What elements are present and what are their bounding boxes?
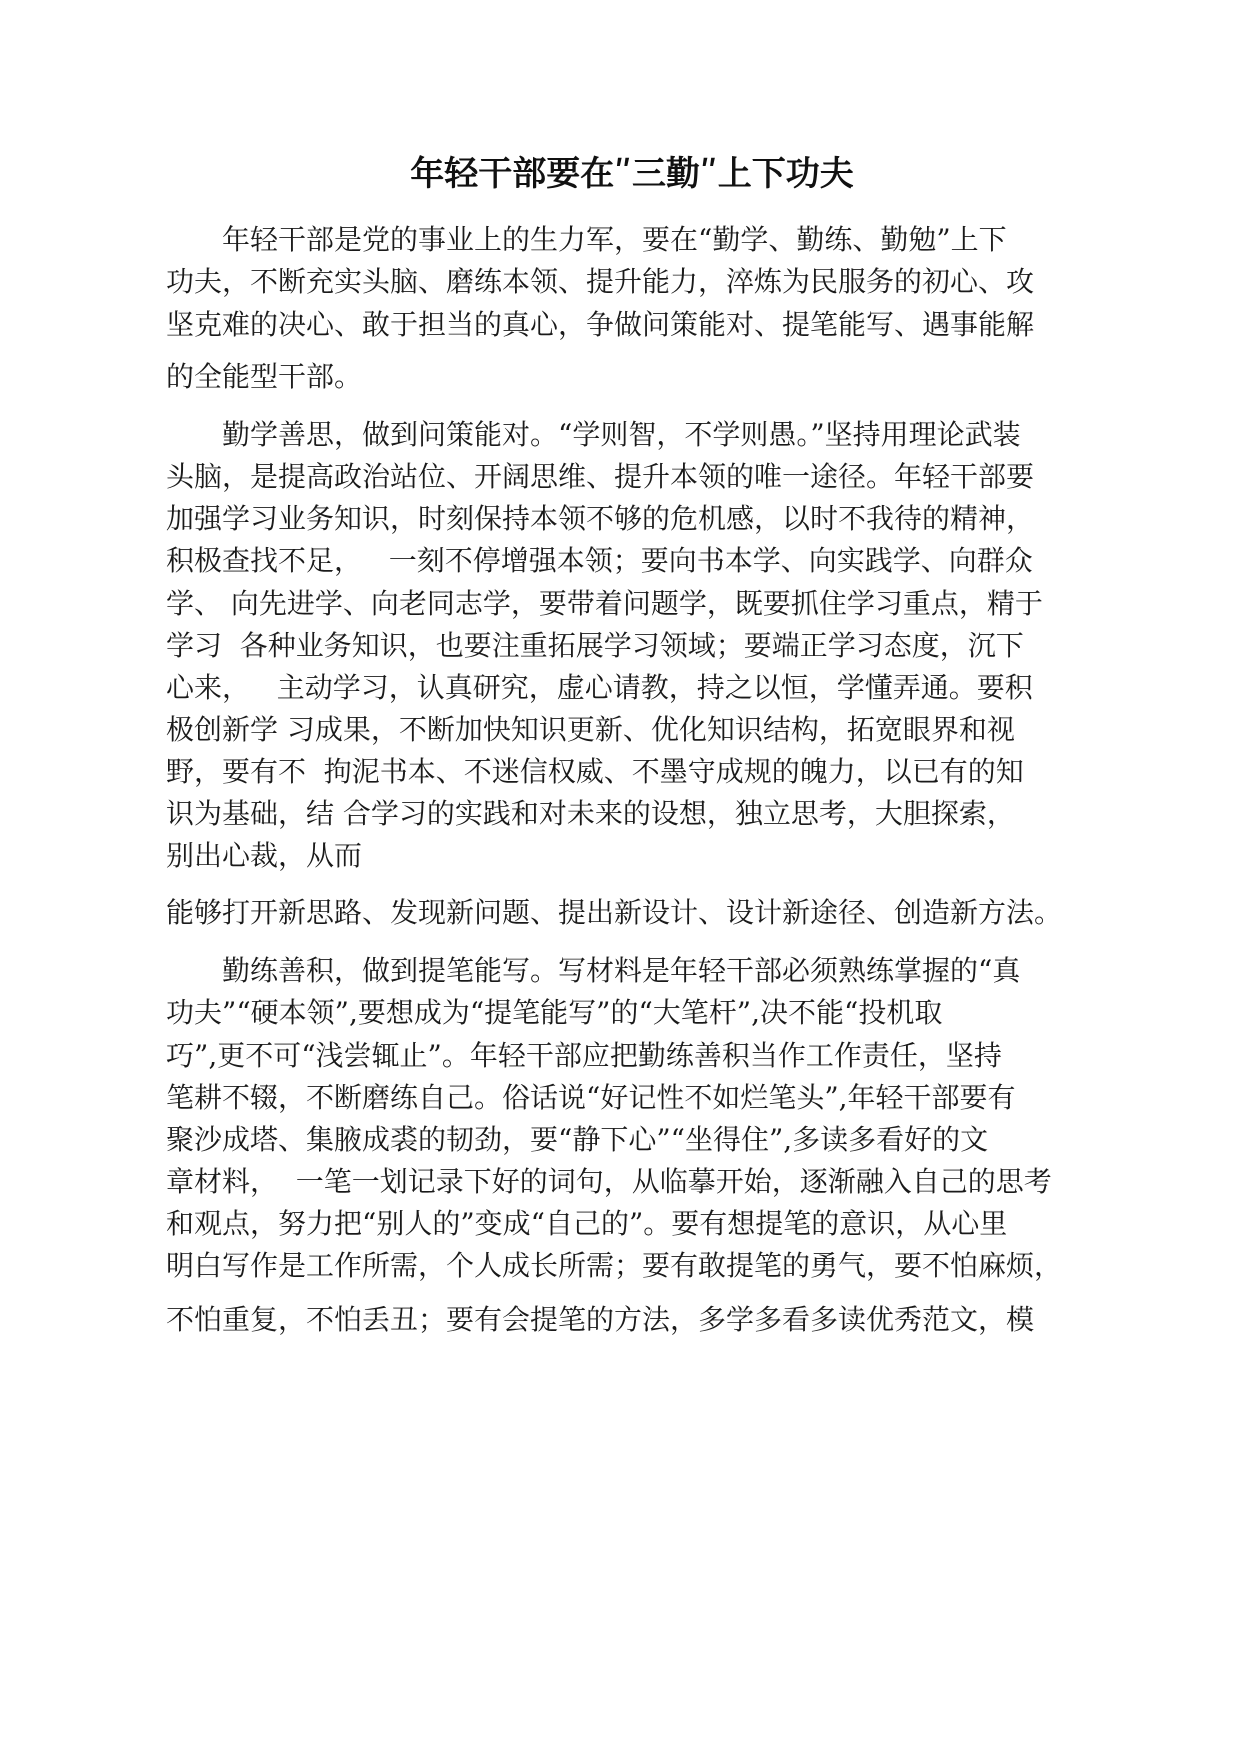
text-line: 野，要有不 拘泥书本、不迷信权威、不墨守成规的魄力，以已有的知	[166, 755, 1024, 788]
text-line: 积极查找不足， 一刻不停增强本领；要向书本学、向实践学、向群众	[166, 544, 1033, 577]
text-line: 识为基础，结 合学习的实践和对未来的设想，独立思考，大胆探索，	[166, 797, 1015, 830]
text-line: 巧”,更不可“浅尝辄止”。年轻干部应把勤练善积当作工作责任，坚持	[166, 1039, 1002, 1072]
text-line: 功夫”“硬本领”,要想成为“提笔能写”的“大笔杆”,决不能“投机取	[166, 996, 943, 1029]
text-line: 年轻干部是党的事业上的生力军，要在“勤学、勤练、勤勉”上下	[222, 223, 1007, 256]
text-line: 学、 向先进学、向老同志学，要带着问题学，既要抓住学习重点，精于	[166, 587, 1043, 620]
text-line: 别出心裁，从而	[166, 839, 363, 872]
text-line: 心来， 主动学习，认真研究，虚心请教，持之以恒，学懂弄通。要积	[166, 671, 1033, 704]
text-line: 明白写作是工作所需，个人成长所需；要有敢提笔的勇气，要不怕麻烦，	[166, 1249, 1063, 1282]
text-line: 的全能型干部。	[166, 360, 363, 393]
text-line: 和观点，努力把“别人的”变成“自己的”。要有想提笔的意识，从心里	[166, 1207, 1008, 1240]
text-line: 学习 各种业务知识，也要注重拓展学习领域；要端正学习态度，沉下	[166, 629, 1024, 662]
text-line: 加强学习业务知识，时刻保持本领不够的危机感，以时不我待的精神，	[166, 502, 1035, 535]
text-line: 功夫，不断充实头脑、磨练本领、提升能力，淬炼为民服务的初心、攻	[166, 265, 1035, 298]
text-line: 勤学善思，做到问策能对。“学则智，不学则愚。”坚持用理论武装	[222, 418, 1021, 451]
text-line: 聚沙成塔、集腋成裘的韧劲，要“静下心”“坐得住”,多读多看好的文	[166, 1123, 989, 1156]
text-line: 勤练善积，做到提笔能写。写材料是年轻干部必须熟练掌握的“真	[222, 954, 1021, 987]
text-line: 头脑，是提高政治站位、开阔思维、提升本领的唯一途径。年轻干部要	[166, 460, 1035, 493]
text-line: 不怕重复，不怕丢丑；要有会提笔的方法，多学多看多读优秀范文，模	[166, 1303, 1035, 1336]
text-line: 坚克难的决心、敢于担当的真心，争做问策能对、提笔能写、遇事能解	[166, 308, 1035, 341]
text-line: 极创新学 习成果，不断加快知识更新、优化知识结构，拓宽眼界和视	[166, 713, 1015, 746]
text-line: 能够打开新思路、发现新问题、提出新设计、设计新途径、创造新方法。	[166, 896, 1063, 929]
text-line: 章材料， 一笔一划记录下好的词句，从临摹开始，逐渐融入自己的思考	[166, 1165, 1052, 1198]
text-line: 笔耕不辍，不断磨练自己。俗话说“好记性不如烂笔头”,年轻干部要有	[166, 1081, 1016, 1114]
document-title: 年轻干部要在ʺ三勤ʺ上下功夫	[410, 154, 854, 194]
